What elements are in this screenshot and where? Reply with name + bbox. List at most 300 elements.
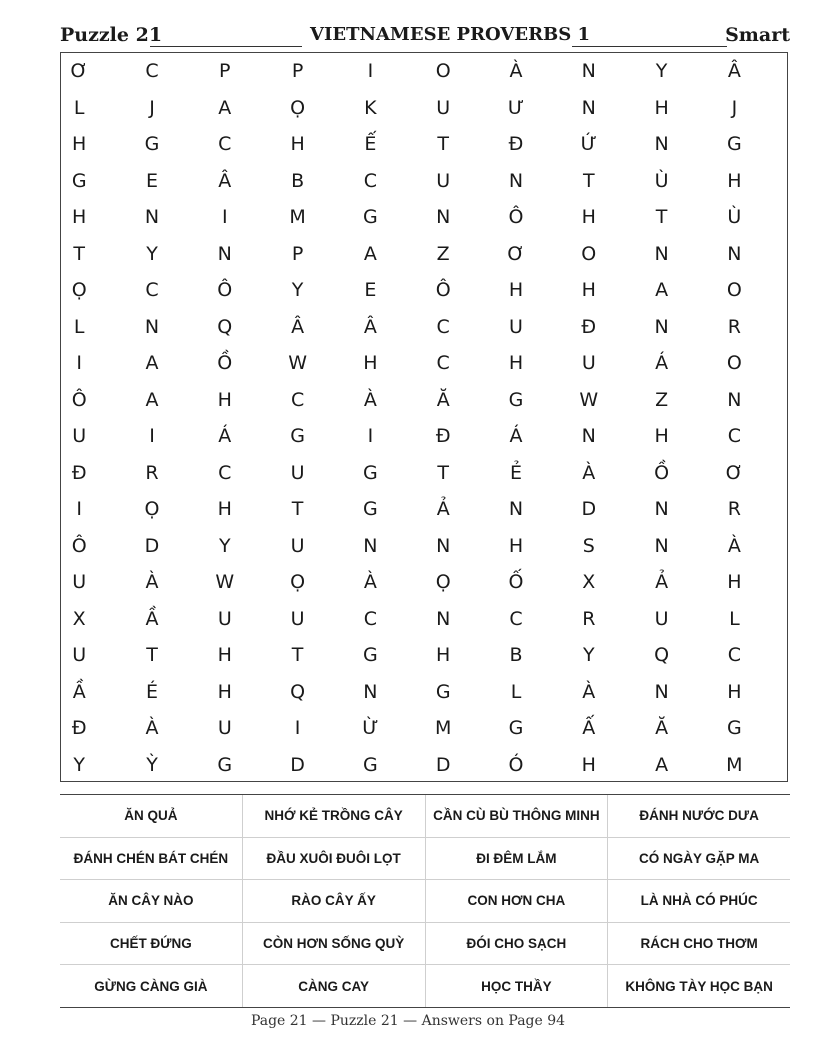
grid-letter[interactable]: [97, 199, 133, 236]
grid-letter[interactable]: [607, 747, 643, 784]
grid-letter[interactable]: [680, 53, 716, 90]
grid-letter[interactable]: [753, 53, 789, 90]
grid-letter[interactable]: H: [72, 133, 87, 155]
grid-letter[interactable]: [461, 491, 497, 528]
grid-letter[interactable]: [680, 272, 716, 309]
grid-letter[interactable]: Á: [218, 425, 232, 447]
grid-letter[interactable]: À: [363, 388, 377, 411]
grid-letter[interactable]: H: [436, 644, 451, 666]
grid-letter[interactable]: [389, 126, 425, 163]
grid-letter[interactable]: [97, 455, 133, 492]
grid-letter[interactable]: I: [367, 60, 374, 82]
grid-letter[interactable]: [753, 126, 789, 163]
grid-letter[interactable]: G: [363, 206, 378, 228]
grid-letter[interactable]: [97, 90, 133, 127]
grid-letter[interactable]: [607, 126, 643, 163]
grid-letter[interactable]: H: [508, 534, 524, 557]
grid-letter[interactable]: H: [581, 753, 596, 776]
grid-letter[interactable]: [389, 564, 425, 601]
grid-letter[interactable]: [389, 345, 425, 382]
grid-letter[interactable]: [607, 491, 643, 528]
grid-letter[interactable]: U: [72, 425, 87, 447]
grid-letter[interactable]: [243, 309, 279, 346]
grid-letter[interactable]: [680, 674, 716, 711]
grid-letter[interactable]: [97, 345, 133, 382]
grid-letter[interactable]: [461, 528, 497, 565]
grid-letter[interactable]: X: [72, 607, 86, 630]
grid-letter[interactable]: O: [726, 279, 742, 301]
grid-letter[interactable]: G: [363, 644, 378, 666]
grid-letter[interactable]: [680, 710, 716, 747]
grid-letter[interactable]: Ô: [508, 206, 524, 228]
grid-letter[interactable]: [243, 272, 279, 309]
grid-letter[interactable]: [316, 455, 352, 492]
grid-letter[interactable]: [534, 53, 570, 90]
grid-letter[interactable]: [680, 309, 716, 346]
grid-letter[interactable]: [753, 272, 789, 309]
grid-letter[interactable]: À: [582, 680, 596, 703]
grid-letter[interactable]: T: [437, 461, 449, 484]
grid-letter[interactable]: Ư: [507, 96, 525, 119]
grid-letter[interactable]: P: [291, 242, 304, 265]
grid-letter[interactable]: [753, 418, 789, 455]
grid-letter[interactable]: Ù: [654, 169, 669, 192]
grid-letter[interactable]: Ừ: [362, 717, 379, 739]
grid-letter[interactable]: [316, 710, 352, 747]
grid-letter[interactable]: A: [145, 352, 159, 374]
grid-letter[interactable]: [607, 163, 643, 200]
grid-letter[interactable]: U: [72, 644, 87, 666]
grid-letter[interactable]: [243, 418, 279, 455]
grid-letter[interactable]: I: [76, 498, 82, 520]
grid-letter[interactable]: [170, 564, 206, 601]
grid-letter[interactable]: [753, 491, 789, 528]
grid-letter[interactable]: [534, 747, 570, 784]
grid-letter[interactable]: L: [73, 315, 85, 338]
grid-letter[interactable]: [461, 90, 497, 127]
grid-letter[interactable]: T: [437, 133, 449, 155]
grid-letter[interactable]: M: [289, 206, 306, 228]
grid-letter[interactable]: E: [145, 169, 158, 192]
grid-letter[interactable]: Ứ: [580, 133, 597, 155]
grid-letter[interactable]: N: [436, 534, 451, 557]
grid-letter[interactable]: C: [290, 388, 305, 411]
grid-letter[interactable]: [534, 163, 570, 200]
grid-letter[interactable]: Q: [217, 315, 233, 338]
grid-letter[interactable]: [170, 528, 206, 565]
grid-letter[interactable]: H: [217, 680, 232, 703]
grid-letter[interactable]: A: [655, 753, 669, 776]
grid-letter[interactable]: [461, 418, 497, 455]
grid-letter[interactable]: [753, 236, 789, 273]
grid-letter[interactable]: [170, 345, 206, 382]
grid-letter[interactable]: Á: [655, 352, 669, 374]
grid-letter[interactable]: H: [217, 388, 232, 411]
grid-letter[interactable]: N: [727, 242, 742, 265]
grid-letter[interactable]: P: [219, 60, 231, 82]
grid-letter[interactable]: [607, 418, 643, 455]
grid-letter[interactable]: R: [727, 498, 741, 520]
grid-letter[interactable]: T: [291, 498, 304, 520]
grid-letter[interactable]: [461, 564, 497, 601]
grid-letter[interactable]: [170, 491, 206, 528]
grid-letter[interactable]: [534, 418, 570, 455]
grid-letter[interactable]: G: [290, 425, 305, 447]
grid-letter[interactable]: Ố: [508, 571, 524, 593]
grid-letter[interactable]: Z: [436, 242, 450, 265]
grid-letter[interactable]: H: [508, 352, 524, 374]
grid-letter[interactable]: [389, 710, 425, 747]
grid-letter[interactable]: [607, 90, 643, 127]
grid-letter[interactable]: T: [582, 169, 595, 192]
grid-letter[interactable]: [461, 345, 497, 382]
grid-letter[interactable]: [534, 272, 570, 309]
grid-letter[interactable]: A: [145, 388, 159, 411]
grid-letter[interactable]: [680, 637, 716, 674]
grid-letter[interactable]: I: [221, 206, 228, 228]
grid-letter[interactable]: [534, 491, 570, 528]
grid-letter[interactable]: [607, 309, 643, 346]
grid-letter[interactable]: U: [290, 534, 305, 557]
grid-letter[interactable]: Ô: [71, 534, 87, 557]
grid-letter[interactable]: H: [654, 96, 669, 119]
grid-letter[interactable]: [97, 272, 133, 309]
grid-letter[interactable]: C: [363, 607, 378, 630]
grid-letter[interactable]: N: [436, 206, 451, 228]
grid-letter[interactable]: C: [436, 352, 450, 374]
grid-letter[interactable]: G: [363, 498, 378, 520]
grid-letter[interactable]: [389, 53, 425, 90]
grid-letter[interactable]: À: [145, 571, 159, 593]
grid-letter[interactable]: [680, 455, 716, 492]
grid-letter[interactable]: [243, 382, 279, 419]
grid-letter[interactable]: B: [291, 169, 305, 192]
grid-letter[interactable]: [170, 272, 206, 309]
grid-letter[interactable]: Ă: [655, 717, 669, 739]
grid-letter[interactable]: Ọ: [290, 96, 306, 119]
grid-letter[interactable]: [170, 674, 206, 711]
grid-letter[interactable]: [389, 528, 425, 565]
grid-letter[interactable]: [389, 637, 425, 674]
grid-letter[interactable]: Q: [290, 680, 306, 703]
grid-letter[interactable]: C: [218, 133, 232, 155]
grid-letter[interactable]: [680, 491, 716, 528]
grid-letter[interactable]: [97, 418, 133, 455]
grid-letter[interactable]: [753, 455, 789, 492]
grid-letter[interactable]: N: [654, 498, 669, 520]
grid-letter[interactable]: [316, 382, 352, 419]
grid-letter[interactable]: K: [364, 96, 377, 119]
grid-letter[interactable]: [389, 418, 425, 455]
grid-letter[interactable]: [170, 710, 206, 747]
grid-letter[interactable]: H: [217, 644, 232, 666]
grid-letter[interactable]: W: [215, 571, 235, 593]
grid-letter[interactable]: [243, 90, 279, 127]
grid-letter[interactable]: [753, 345, 789, 382]
grid-letter[interactable]: B: [509, 644, 523, 666]
grid-letter[interactable]: [316, 345, 352, 382]
grid-letter[interactable]: [534, 90, 570, 127]
grid-letter[interactable]: [753, 710, 789, 747]
grid-letter[interactable]: [680, 418, 716, 455]
grid-letter[interactable]: [389, 272, 425, 309]
grid-letter[interactable]: Y: [291, 279, 304, 301]
grid-letter[interactable]: N: [654, 315, 669, 338]
grid-letter[interactable]: R: [145, 461, 159, 484]
grid-letter[interactable]: Â: [727, 60, 741, 82]
grid-letter[interactable]: [461, 382, 497, 419]
grid-letter[interactable]: [461, 710, 497, 747]
grid-letter[interactable]: [389, 199, 425, 236]
grid-letter[interactable]: Ọ: [71, 279, 87, 301]
grid-letter[interactable]: [461, 53, 497, 90]
grid-letter[interactable]: [534, 710, 570, 747]
grid-letter[interactable]: [170, 418, 206, 455]
grid-letter[interactable]: [753, 163, 789, 200]
grid-letter[interactable]: [243, 53, 279, 90]
grid-letter[interactable]: N: [217, 242, 232, 265]
grid-letter[interactable]: N: [363, 534, 378, 557]
grid-letter[interactable]: [316, 199, 352, 236]
grid-letter[interactable]: [680, 236, 716, 273]
grid-letter[interactable]: [316, 491, 352, 528]
grid-letter[interactable]: Y: [146, 242, 158, 265]
grid-letter[interactable]: Y: [655, 60, 668, 82]
grid-letter[interactable]: Ấ: [582, 717, 596, 739]
grid-letter[interactable]: H: [727, 571, 742, 593]
grid-letter[interactable]: [97, 309, 133, 346]
grid-letter[interactable]: [461, 455, 497, 492]
grid-letter[interactable]: Ọ: [435, 571, 451, 593]
grid-letter[interactable]: H: [363, 352, 378, 374]
grid-letter[interactable]: U: [509, 315, 523, 338]
grid-letter[interactable]: [389, 674, 425, 711]
grid-letter[interactable]: À: [509, 60, 523, 82]
grid-letter[interactable]: Ù: [727, 206, 742, 228]
grid-letter[interactable]: U: [290, 461, 305, 484]
grid-letter[interactable]: [534, 674, 570, 711]
grid-letter[interactable]: [243, 199, 279, 236]
grid-letter[interactable]: Y: [582, 644, 595, 666]
grid-letter[interactable]: Ẻ: [509, 461, 522, 484]
grid-letter[interactable]: N: [654, 133, 669, 155]
grid-letter[interactable]: P: [291, 60, 304, 82]
grid-letter[interactable]: I: [149, 425, 155, 447]
grid-letter[interactable]: É: [145, 680, 158, 703]
grid-letter[interactable]: G: [363, 461, 378, 484]
grid-letter[interactable]: [680, 90, 716, 127]
grid-letter[interactable]: [170, 637, 206, 674]
grid-letter[interactable]: H: [72, 206, 87, 228]
grid-letter[interactable]: U: [72, 571, 87, 593]
grid-letter[interactable]: Ầ: [145, 607, 159, 630]
grid-letter[interactable]: [243, 491, 279, 528]
grid-letter[interactable]: À: [145, 717, 159, 739]
grid-letter[interactable]: R: [582, 607, 596, 630]
grid-letter[interactable]: À: [363, 571, 377, 593]
grid-letter[interactable]: H: [581, 279, 596, 301]
grid-letter[interactable]: [316, 236, 352, 273]
grid-letter[interactable]: [607, 53, 643, 90]
grid-letter[interactable]: U: [436, 169, 451, 192]
grid-letter[interactable]: N: [727, 388, 742, 411]
grid-letter[interactable]: A: [218, 96, 232, 119]
grid-letter[interactable]: [680, 601, 716, 638]
grid-letter[interactable]: Ô: [435, 279, 451, 301]
grid-letter[interactable]: [316, 163, 352, 200]
grid-letter[interactable]: H: [727, 680, 742, 703]
grid-letter[interactable]: [170, 455, 206, 492]
grid-letter[interactable]: N: [581, 96, 596, 119]
grid-letter[interactable]: Â: [363, 315, 377, 338]
grid-letter[interactable]: [170, 747, 206, 784]
grid-letter[interactable]: C: [509, 607, 523, 630]
grid-letter[interactable]: Ơ: [725, 461, 744, 484]
grid-letter[interactable]: R: [727, 315, 741, 338]
grid-letter[interactable]: [170, 601, 206, 638]
grid-letter[interactable]: G: [508, 388, 524, 411]
grid-letter[interactable]: [534, 382, 570, 419]
grid-letter[interactable]: [534, 126, 570, 163]
grid-letter[interactable]: H: [217, 498, 232, 520]
grid-letter[interactable]: W: [288, 352, 307, 374]
grid-letter[interactable]: Ồ: [654, 461, 670, 484]
grid-letter[interactable]: C: [218, 461, 232, 484]
grid-letter[interactable]: [97, 747, 133, 784]
grid-letter[interactable]: [97, 163, 133, 200]
grid-letter[interactable]: [389, 455, 425, 492]
grid-letter[interactable]: U: [217, 607, 232, 630]
grid-letter[interactable]: Đ: [508, 133, 524, 155]
grid-letter[interactable]: G: [508, 717, 524, 739]
grid-letter[interactable]: C: [727, 425, 742, 447]
grid-letter[interactable]: [461, 309, 497, 346]
grid-letter[interactable]: [170, 382, 206, 419]
grid-letter[interactable]: [753, 309, 789, 346]
grid-letter[interactable]: E: [364, 279, 377, 301]
grid-letter[interactable]: D: [290, 753, 305, 776]
grid-letter[interactable]: [534, 528, 570, 565]
grid-letter[interactable]: [534, 199, 570, 236]
grid-letter[interactable]: N: [654, 242, 669, 265]
grid-letter[interactable]: A: [363, 242, 377, 265]
grid-letter[interactable]: [607, 455, 643, 492]
grid-letter[interactable]: [680, 747, 716, 784]
grid-letter[interactable]: D: [144, 534, 160, 557]
grid-letter[interactable]: [607, 710, 643, 747]
grid-letter[interactable]: [170, 163, 206, 200]
grid-letter[interactable]: [316, 637, 352, 674]
grid-letter[interactable]: [680, 126, 716, 163]
grid-letter[interactable]: [680, 528, 716, 565]
grid-letter[interactable]: [389, 491, 425, 528]
grid-letter[interactable]: T: [73, 242, 85, 265]
grid-letter[interactable]: C: [145, 60, 159, 82]
grid-letter[interactable]: J: [149, 96, 155, 119]
grid-letter[interactable]: H: [727, 169, 742, 192]
grid-letter[interactable]: G: [217, 753, 233, 776]
grid-letter[interactable]: [316, 90, 352, 127]
grid-letter[interactable]: [534, 345, 570, 382]
grid-letter[interactable]: [753, 90, 789, 127]
grid-letter[interactable]: [316, 272, 352, 309]
grid-letter[interactable]: L: [73, 96, 85, 119]
grid-letter[interactable]: Đ: [71, 717, 87, 739]
grid-letter[interactable]: [680, 163, 716, 200]
grid-letter[interactable]: [97, 53, 133, 90]
grid-letter[interactable]: [97, 710, 133, 747]
grid-letter[interactable]: [753, 747, 789, 784]
grid-letter[interactable]: [607, 528, 643, 565]
grid-letter[interactable]: L: [510, 680, 522, 703]
grid-letter[interactable]: [243, 126, 279, 163]
grid-letter[interactable]: [461, 637, 497, 674]
grid-letter[interactable]: [243, 747, 279, 784]
grid-letter[interactable]: [607, 637, 643, 674]
grid-letter[interactable]: Ô: [217, 279, 233, 301]
grid-letter[interactable]: [316, 528, 352, 565]
grid-letter[interactable]: Á: [509, 425, 523, 447]
grid-letter[interactable]: [461, 272, 497, 309]
grid-letter[interactable]: [389, 163, 425, 200]
grid-letter[interactable]: [389, 309, 425, 346]
grid-letter[interactable]: Q: [654, 644, 670, 666]
grid-letter[interactable]: [607, 272, 643, 309]
grid-letter[interactable]: J: [731, 96, 738, 119]
grid-letter[interactable]: [607, 601, 643, 638]
grid-letter[interactable]: U: [290, 607, 305, 630]
grid-letter[interactable]: G: [435, 680, 451, 703]
grid-letter[interactable]: I: [294, 717, 301, 739]
grid-letter[interactable]: D: [581, 498, 597, 520]
grid-letter[interactable]: [607, 674, 643, 711]
grid-letter[interactable]: [461, 126, 497, 163]
grid-letter[interactable]: S: [582, 534, 595, 557]
grid-letter[interactable]: H: [581, 206, 596, 228]
grid-letter[interactable]: [316, 418, 352, 455]
grid-letter[interactable]: À: [582, 461, 596, 484]
grid-letter[interactable]: [534, 455, 570, 492]
grid-letter[interactable]: Ả: [655, 571, 669, 593]
grid-letter[interactable]: G: [727, 133, 742, 155]
grid-letter[interactable]: H: [654, 425, 669, 447]
grid-letter[interactable]: [461, 747, 497, 784]
grid-letter[interactable]: [170, 53, 206, 90]
grid-letter[interactable]: [680, 199, 716, 236]
grid-letter[interactable]: [243, 236, 279, 273]
grid-letter[interactable]: Ầ: [72, 680, 86, 703]
grid-letter[interactable]: [753, 564, 789, 601]
grid-letter[interactable]: U: [436, 96, 451, 119]
grid-letter[interactable]: G: [727, 717, 742, 739]
grid-letter[interactable]: [534, 564, 570, 601]
grid-letter[interactable]: [97, 382, 133, 419]
grid-letter[interactable]: Ơ: [70, 60, 88, 82]
grid-letter[interactable]: [680, 564, 716, 601]
grid-letter[interactable]: U: [217, 717, 232, 739]
grid-letter[interactable]: Ô: [71, 388, 87, 411]
grid-letter[interactable]: [680, 345, 716, 382]
grid-letter[interactable]: Ă: [436, 388, 450, 411]
grid-letter[interactable]: [316, 309, 352, 346]
grid-letter[interactable]: [316, 601, 352, 638]
grid-letter[interactable]: [753, 637, 789, 674]
grid-letter[interactable]: M: [434, 717, 452, 739]
grid-letter[interactable]: [753, 199, 789, 236]
grid-letter[interactable]: [243, 528, 279, 565]
grid-letter[interactable]: Y: [73, 753, 85, 776]
grid-letter[interactable]: O: [726, 352, 742, 374]
